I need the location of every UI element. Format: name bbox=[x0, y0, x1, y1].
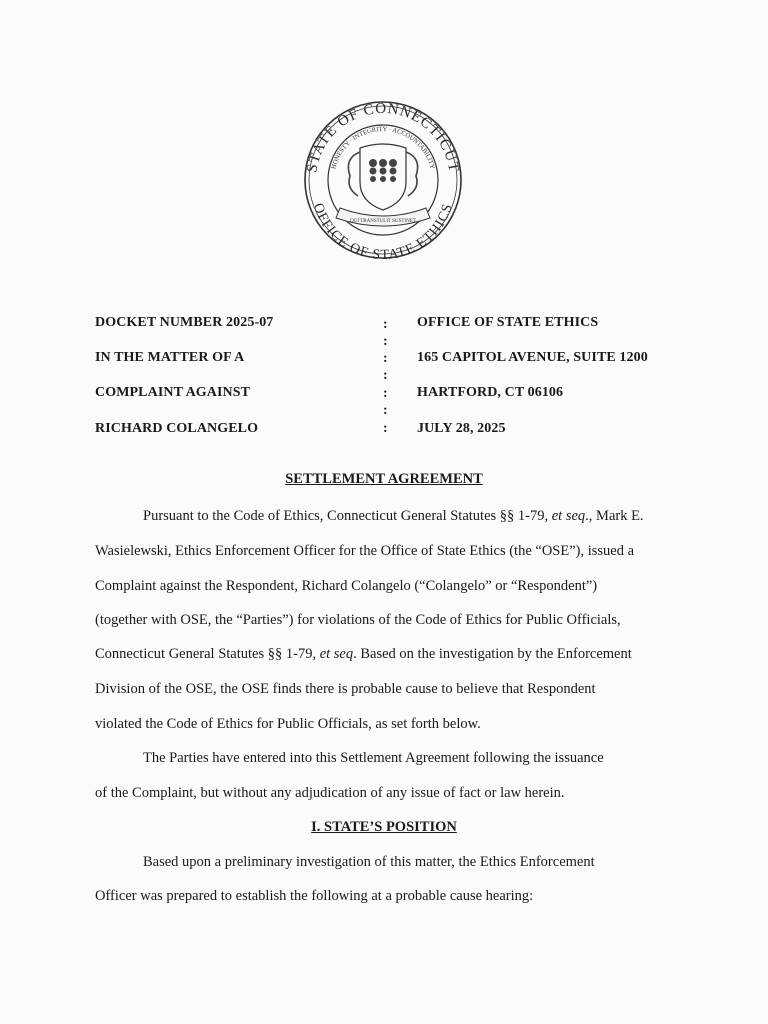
matter-line: IN THE MATTER OF A bbox=[95, 350, 245, 365]
docket-number: DOCKET NUMBER 2025-07 bbox=[95, 315, 274, 330]
paragraph-line: Complaint against the Respondent, Richard Colangelo (“Colangelo” or “Respondent”) bbox=[95, 578, 598, 594]
document-title: SETTLEMENT AGREEMENT bbox=[285, 471, 483, 487]
paragraph-line: Wasielewski, Ethics Enforcement Officer for the Office of State Ethics (the “OSE”), issued a bbox=[95, 543, 635, 559]
caption-colon: : bbox=[383, 317, 388, 332]
caption-colon: : bbox=[383, 386, 388, 401]
complaint-line: COMPLAINT AGAINST bbox=[95, 385, 251, 400]
office-city: HARTFORD, CT 06106 bbox=[417, 385, 564, 400]
office-of-state-ethics-seal bbox=[294, 100, 472, 260]
respondent-name: RICHARD COLANGELO bbox=[95, 421, 259, 436]
office-address: 165 CAPITOL AVENUE, SUITE 1200 bbox=[417, 350, 648, 365]
caption-colon: : bbox=[383, 351, 388, 366]
document-date: JULY 28, 2025 bbox=[417, 421, 506, 436]
paragraph-line: Connecticut General Statutes §§ 1-79, et seq. Based on the investigation by the Enforcement bbox=[95, 646, 632, 662]
seal-bottom-text: OFFICE OF STATE ETHICS bbox=[310, 201, 456, 260]
paragraph-line: (together with OSE, the “Parties”) for violations of the Code of Ethics for Public Officials, bbox=[95, 612, 621, 628]
paragraph-line: Based upon a preliminary investigation of this matter, the Ethics Enforcement bbox=[143, 854, 595, 870]
office-name: OFFICE OF STATE ETHICS bbox=[417, 315, 599, 330]
paragraph-line: of the Complaint, but without any adjudication of any issue of fact or law herein. bbox=[95, 785, 565, 801]
section-heading: I. STATE’S POSITION bbox=[311, 819, 457, 835]
paragraph-line: violated the Code of Ethics for Public Officials, as set forth below. bbox=[95, 716, 481, 732]
seal-inner-text: HONESTY · INTEGRITY · ACCOUNTABILITY bbox=[330, 125, 436, 170]
caption-colon: : bbox=[383, 421, 388, 436]
caption-colon: : bbox=[383, 368, 388, 383]
paragraph-line: The Parties have entered into this Settlement Agreement following the issuance bbox=[143, 750, 604, 766]
caption-colon: : bbox=[383, 403, 388, 418]
paragraph-line: Division of the OSE, the OSE finds there is probable cause to believe that Respondent bbox=[95, 681, 596, 697]
paragraph-line: Pursuant to the Code of Ethics, Connecticut General Statutes §§ 1-79, et seq., Mark E. bbox=[143, 508, 644, 524]
seal-top-text: STATE OF CONNECTICUT bbox=[304, 100, 462, 174]
caption-colon: : bbox=[383, 334, 388, 349]
seal-ribbon-text: QUI TRANSTULIT SUSTINET bbox=[350, 219, 416, 224]
paragraph-line: Officer was prepared to establish the following at a probable cause hearing: bbox=[95, 888, 534, 904]
